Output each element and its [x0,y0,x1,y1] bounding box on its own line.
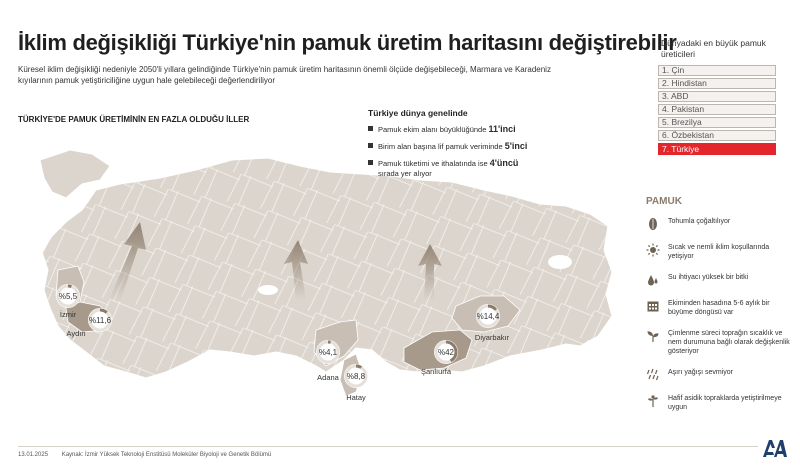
ranking-heading: Dünyadaki en büyük pamuk üreticileri [661,38,766,59]
ranking-item: 5. Brezilya [658,117,776,128]
ranking-item: 4. Pakistan [658,104,776,115]
facts-heading: PAMUK [646,196,682,207]
ranking-item-turkiye: 7. Türkiye [658,143,776,155]
fact-item: Su ihtiyacı yüksek bir bitki [646,273,796,287]
producer-ranking [658,38,776,157]
fact-item: Çimlenme süreci toprağın sıcaklık ve nem durumuna bağlı olarak değişkenlik gösteriyor [646,329,796,356]
world-stat-item: Pamuk ekim alanı büyüklüğünde 11'inci [368,124,578,135]
world-stat-item: Pamuk tüketimi ve ithalatında ise 4'üncü sırada yer alıyor [368,158,578,179]
sprout-icon [646,329,660,343]
fact-item: Aşırı yağışı sevmiyor [646,368,796,382]
pct-diyarbakir: %14,4 [476,312,500,321]
lake-tuz [258,285,278,295]
footer [18,452,271,458]
world-stat-item: Birim alan başına lif pamuk veriminde 5'inci [368,141,578,152]
lake-van [548,255,572,269]
city-hatay: Hatay [346,393,366,402]
bullet-icon [368,143,373,148]
ranking-item: 6. Özbekistan [658,130,776,141]
bullet-icon [368,126,373,131]
fact-item: Hafif asidik topraklarda yetiştirilmeye uygun [646,394,796,412]
footer-date: 13.01.2025 [18,452,49,458]
map-heading: TÜRKİYE'DE PAMUK ÜRETİMİNİN EN FAZLA OLDUĞU İLLER [18,115,250,124]
city-adana: Adana [317,373,339,382]
ranking-item: 2. Hindistan [658,78,776,89]
city-diyarbakir: Diyarbakır [474,333,510,342]
rain-icon [646,368,660,382]
world-stats-heading: Türkiye dünya genelinde [368,108,468,118]
aa-logo-icon [762,438,788,458]
pct-sanliurfa: %42 [437,348,455,357]
page-subtitle: Küresel iklim değişikliği nedeniyle 2050'li yıllara gelindiğinde Türkiye'nin pamuk üretim haritasının önemli ölçüde değişebileceği, Marmara ve Karadeniz kıyılarının pamuk yetiştiriciliğine uygun hale gelebileceği değerlendiriliyor [18,65,551,85]
pct-adana: %4,1 [318,348,338,357]
city-izmir: İzmir [59,310,77,319]
city-aydin: Aydın [66,329,86,338]
footer-divider [18,446,758,447]
seed-icon [646,217,660,231]
bullet-icon [368,160,373,165]
pct-izmir: %5,5 [58,292,78,301]
ranking-item: 1. Çin [658,65,776,76]
footer-source: Kaynak: İzmir Yüksek Teknoloji Enstitüsü Moleküler Biyoloji ve Genetik Bölümü [61,452,272,458]
plant-icon [646,394,660,408]
sun-icon [646,243,660,257]
ranking-item: 3. ABD [658,91,776,102]
pct-aydin: %11,6 [88,316,112,325]
water-drop-icon [646,273,660,287]
city-sanliurfa: Şanlıurfa [420,367,452,376]
world-stats [368,108,578,185]
fact-item: Ekiminden hasadına 5-6 aylık bir büyüme döngüsü var [646,299,796,317]
fact-item: Sıcak ve nemli iklim koşullarında yetişiyor [646,243,796,261]
fact-item: Tohumla çoğaltılıyor [646,217,796,231]
page-title: İklim değişikliği Türkiye'nin pamuk üretim haritasını değiştirebilir [18,30,677,55]
calendar-icon [646,299,660,313]
region-bubble-hatay [344,364,368,402]
pct-hatay: %8,8 [346,372,366,381]
cotton-facts [646,196,796,424]
